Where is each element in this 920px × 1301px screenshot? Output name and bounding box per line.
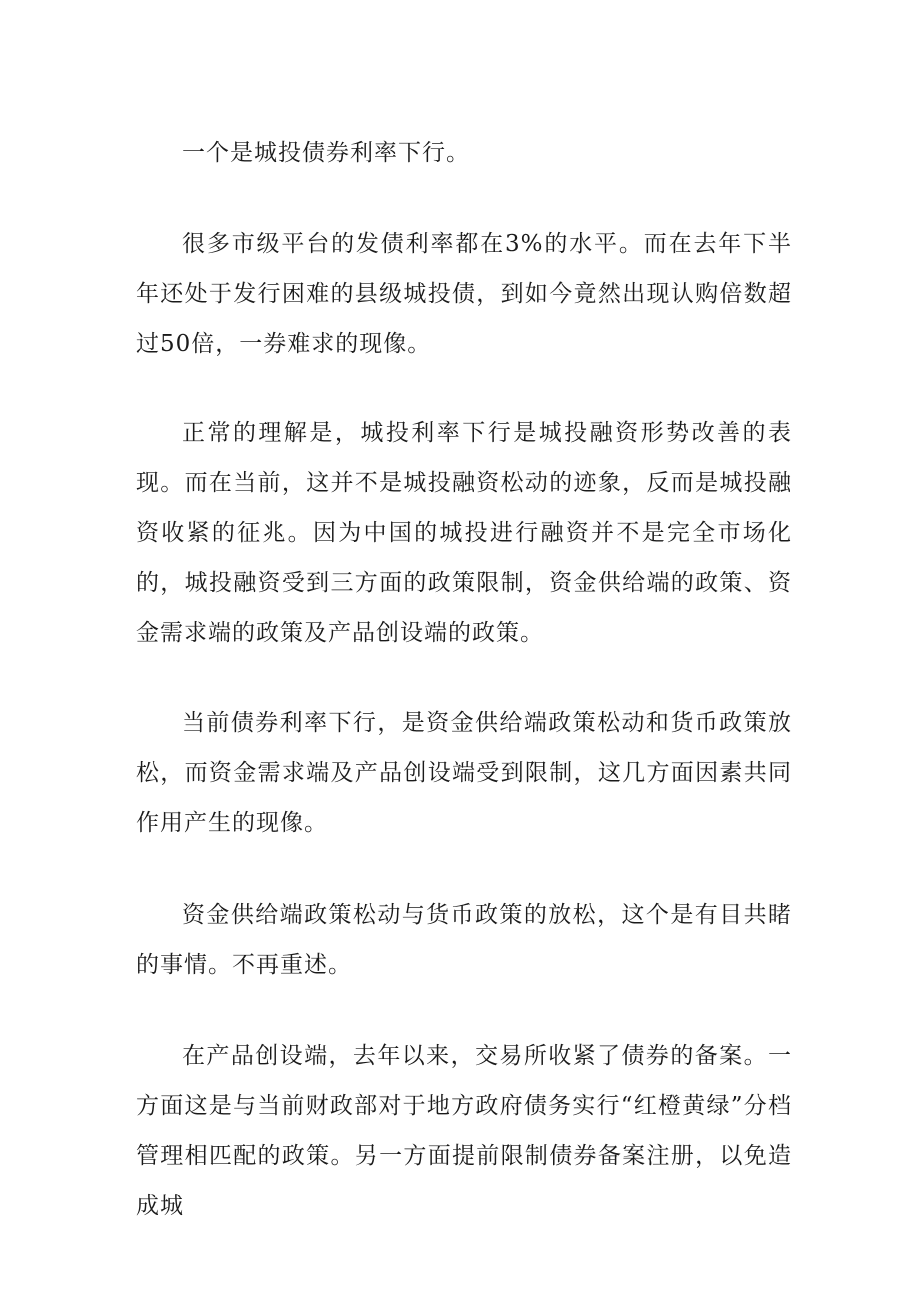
paragraph-4: 当前债券利率下行，是资金供给端政策松动和货币政策放松，而资金需求端及产品创设端受到限制，这几方面因素共同作用产生的现像。: [136, 710, 792, 836]
paragraph-3: 正常的理解是，城投利率下行是城投融资形势改善的表现。而在当前，这并不是城投融资松动的迹象，反而是城投融资收紧的征兆。因为中国的城投进行融资并不是完全市场化的，城投融资受到三方面的政策限制，资金供给端的政策、资金需求端的政策及产品创设端的政策。: [136, 420, 792, 646]
paragraph-5: 资金供给端政策松动与货币政策的放松，这个是有目共睹的事情。不再重述。: [136, 902, 792, 978]
paragraph-1: 一个是城投债券利率下行。: [182, 140, 470, 166]
paragraph-6: 在产品创设端，去年以来，交易所收紧了债券的备案。一方面这是与当前财政部对于地方政府债务实行“红橙黄绿”分档管理相匹配的政策。另一方面提前限制债券备案注册，以免造成城: [136, 1043, 792, 1219]
paragraph-2: 很多市级平台的发债利率都在3%的水平。而在去年下半年还处于发行困难的县级城投债，到如今竟然出现认购倍数超过50倍，一券难求的现像。: [136, 231, 792, 357]
